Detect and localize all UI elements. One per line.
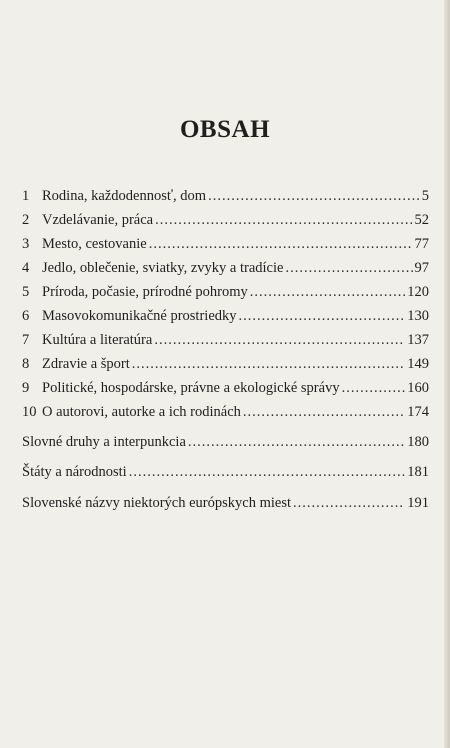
dot-leader xyxy=(243,403,405,421)
toc-entry-7[interactable] xyxy=(22,331,429,349)
dot-leader xyxy=(342,379,406,397)
page-number: 181 xyxy=(407,464,429,480)
chapter-title: O autorovi, autorke a ich rodinách xyxy=(42,404,241,420)
page-number: 52 xyxy=(414,212,429,228)
dot-leader xyxy=(208,187,420,205)
chapter-title: Masovokomunikačné prostriedky xyxy=(42,308,237,324)
dot-leader xyxy=(132,355,405,373)
toc-appendix-3[interactable] xyxy=(22,494,429,512)
page-number: 130 xyxy=(407,308,429,324)
chapter-title: Príroda, počasie, prírodné pohromy xyxy=(42,284,248,300)
page-number: 160 xyxy=(407,380,429,396)
page-number: 137 xyxy=(407,332,429,348)
page-number: 174 xyxy=(407,404,429,420)
chapter-number: 5 xyxy=(22,284,30,300)
page-number: 120 xyxy=(407,284,429,300)
page-number: 77 xyxy=(414,236,429,252)
dot-leader xyxy=(250,283,405,301)
toc-entry-10[interactable] xyxy=(22,403,429,421)
toc-entry-2[interactable] xyxy=(22,211,429,229)
chapter-title: Politické, hospodárske, právne a ekologické správy xyxy=(42,380,340,396)
dot-leader xyxy=(239,307,406,325)
appendix-title: Slovné druhy a interpunkcia xyxy=(22,434,186,450)
dot-leader xyxy=(188,433,405,451)
page-number: 97 xyxy=(414,260,429,276)
chapter-number: 7 xyxy=(22,332,30,348)
chapter-number: 9 xyxy=(22,380,30,396)
toc-appendix-1[interactable] xyxy=(22,433,429,451)
dot-leader xyxy=(129,463,406,481)
chapter-number: 3 xyxy=(22,236,30,252)
chapter-title: Rodina, každodennosť, dom xyxy=(42,188,207,204)
dot-leader xyxy=(154,331,405,349)
page-number: 191 xyxy=(407,495,429,511)
chapter-number: 1 xyxy=(22,188,30,204)
chapter-number: 4 xyxy=(22,260,30,276)
chapter-title: Jedlo, oblečenie, sviatky, zvyky a tradície xyxy=(42,260,284,276)
appendix-title: Slovenské názvy niektorých európskych miest xyxy=(22,495,291,511)
chapter-number: 10 xyxy=(22,404,37,420)
chapter-number: 2 xyxy=(22,212,30,228)
toc-entry-8[interactable] xyxy=(22,355,429,373)
page-number: 180 xyxy=(407,434,429,450)
page-title: OBSAH xyxy=(179,116,271,143)
page-number: 5 xyxy=(421,188,429,204)
dot-leader xyxy=(293,494,405,512)
chapter-number: 6 xyxy=(22,308,30,324)
chapter-title: Kultúra a literatúra xyxy=(42,332,153,348)
toc-entry-3[interactable] xyxy=(22,235,429,253)
toc-appendix-2[interactable] xyxy=(22,463,429,481)
toc-entry-9[interactable] xyxy=(22,379,429,397)
chapter-number: 8 xyxy=(22,356,30,372)
chapter-title: Zdravie a šport xyxy=(42,356,130,372)
dot-leader xyxy=(155,211,412,229)
toc-entry-1[interactable] xyxy=(22,187,429,205)
toc-entry-5[interactable] xyxy=(22,283,429,301)
toc-entry-4[interactable] xyxy=(22,259,429,277)
dot-leader xyxy=(285,259,412,277)
toc-entry-6[interactable] xyxy=(22,307,429,325)
page-edge-shadow xyxy=(444,0,450,748)
dot-leader xyxy=(149,235,413,253)
appendix-title: Štáty a národnosti xyxy=(22,464,127,480)
chapter-title: Mesto, cestovanie xyxy=(42,236,147,252)
chapter-title: Vzdelávanie, práca xyxy=(42,212,154,228)
page-number: 149 xyxy=(407,356,429,372)
